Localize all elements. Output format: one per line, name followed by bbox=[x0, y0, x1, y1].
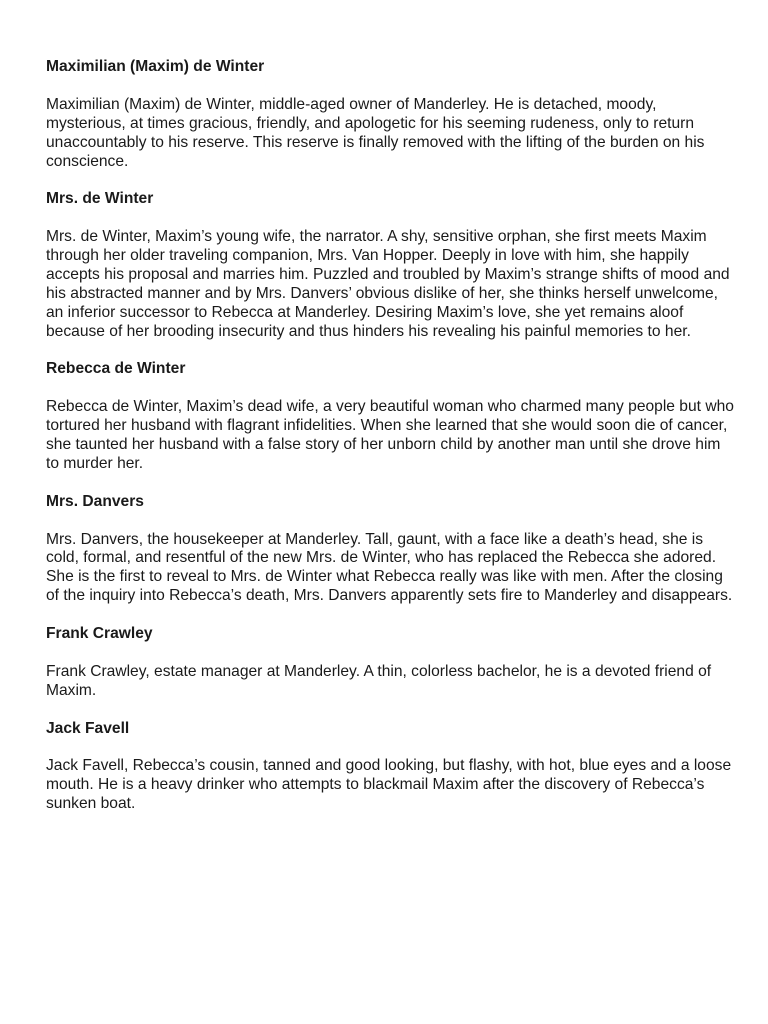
character-heading: Jack Favell bbox=[46, 719, 130, 737]
character-heading: Mrs. de Winter bbox=[46, 190, 154, 208]
character-section-mrs-danvers bbox=[46, 493, 736, 606]
character-description: Mrs. de Winter, Maxim’s young wife, the narrator. A shy, sensitive orphan, she first meets Maxim through her older traveling companion, Mrs. Van Hopper. Deeply in love with him, she happily accepts his proposal and marries him. Puzzled and troubled by Maxim’s strange shifts of mood and his abstracted manner and by Mrs. Danvers’ obvious dislike of her, she thinks herself unwelcome, an inferior successor to Rebecca at Manderley. Desiring Maxim’s love, she yet remains aloof because of her brooding insecurity and thus hinders his revealing his painful memories to her. bbox=[46, 228, 730, 340]
character-heading: Rebecca de Winter bbox=[46, 360, 186, 378]
character-heading: Maximilian (Maxim) de Winter bbox=[46, 58, 265, 75]
character-section-jack-favell bbox=[46, 720, 736, 815]
character-heading: Mrs. Danvers bbox=[46, 492, 144, 510]
character-section-rebecca bbox=[46, 360, 736, 473]
character-description: Maximilian (Maxim) de Winter, middle-aged owner of Manderley. He is detached, moody, mysterious, at times gracious, friendly, and apologetic for his seeming rudeness, only to return unaccountably to his reserve. This reserve is finally removed with the lifting of the burden on his conscience. bbox=[46, 95, 705, 170]
character-description: Jack Favell, Rebecca’s cousin, tanned and good looking, but flashy, with hot, blue eyes and a loose mouth. He is a heavy drinker who attempts to blackmail Maxim after the discovery of Rebecca’s sunken boat. bbox=[46, 757, 732, 813]
character-description: Mrs. Danvers, the housekeeper at Manderley. Tall, gaunt, with a face like a death’s head, she is cold, formal, and resentful of the new Mrs. de Winter, who has replaced the Rebecca she adored. She is the first to reveal to Mrs. de Winter what Rebecca really was like with men. After the closing of the inquiry into Rebecca’s death, Mrs. Danvers apparently sets fire to Manderley and disappears. bbox=[46, 530, 733, 605]
character-heading: Frank Crawley bbox=[46, 625, 153, 643]
document-page bbox=[46, 58, 736, 833]
character-section-frank-crawley bbox=[46, 625, 736, 701]
character-section-maxim bbox=[46, 58, 736, 171]
character-description: Rebecca de Winter, Maxim’s dead wife, a very beautiful woman who charmed many people but who tortured her husband with flagrant infidelities. When she learned that she would soon die of cancer, she taunted her husband with a false story of her unborn child by another man until she drove him to murder her. bbox=[46, 398, 734, 472]
character-description: Frank Crawley, estate manager at Manderley. A thin, colorless bachelor, he is a devoted friend of Maxim. bbox=[46, 662, 712, 699]
character-section-mrs-de-winter bbox=[46, 190, 736, 341]
